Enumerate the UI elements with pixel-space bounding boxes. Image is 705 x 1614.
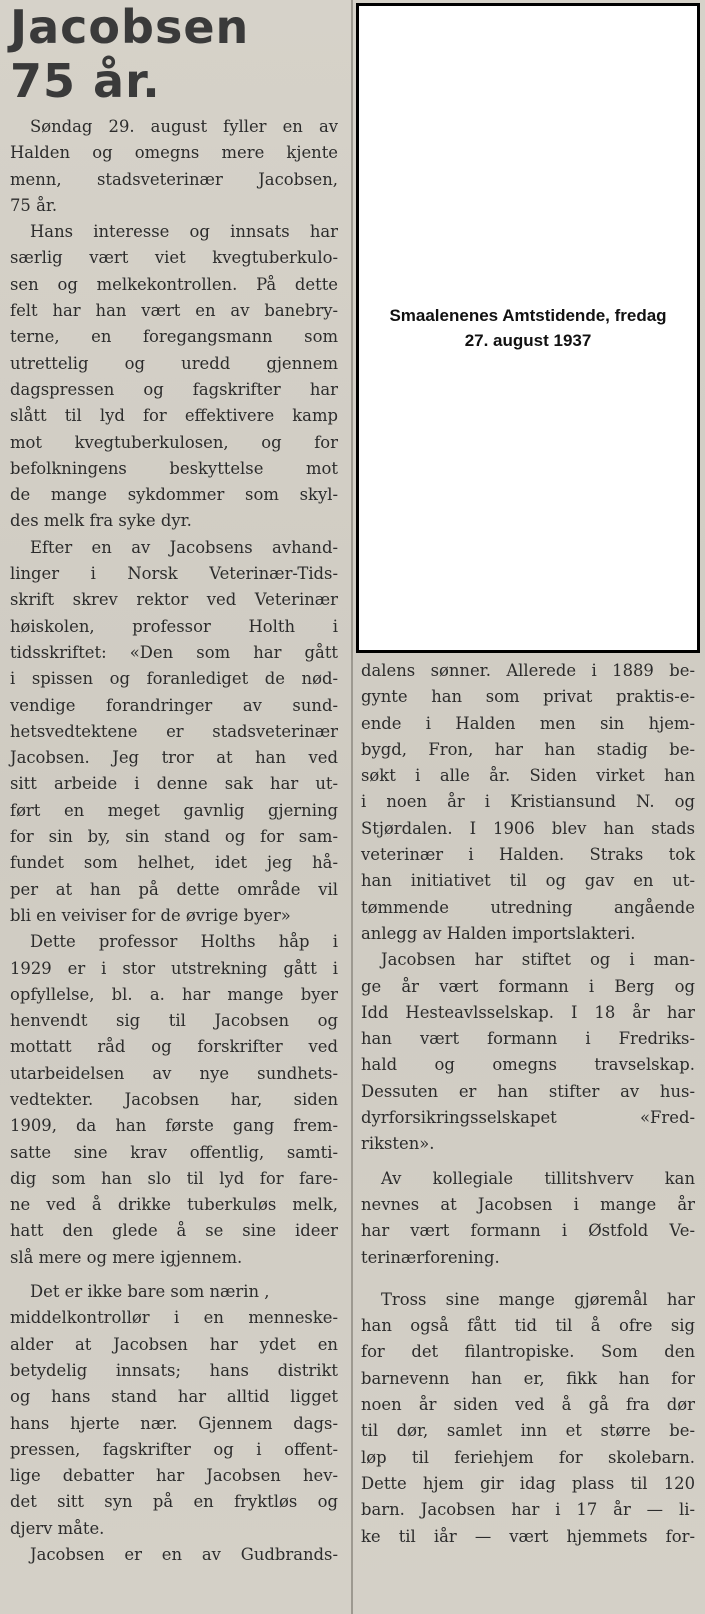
- text-line: Dette hjem gir idag plass til 120: [361, 1473, 695, 1493]
- text-line: bli en veiviser for de øvrige byer»: [10, 905, 291, 925]
- text-line: Dessuten er han stifter av hus-: [361, 1081, 695, 1101]
- text-line: Stjørdalen. I 1906 blev han stads: [361, 818, 695, 838]
- text-line: det sitt syn på en fryktløs og: [10, 1492, 338, 1512]
- text-line: gynte han som privat praktis-e-: [361, 687, 695, 707]
- text-line: hald og omegns travselskap.: [361, 1055, 695, 1075]
- text-line: dyrforsikringsselskapet «Fred-: [361, 1108, 695, 1128]
- text-line: han initiativet til og gav en ut-: [361, 871, 695, 891]
- text-line: bygd, Fron, har han stadig be-: [361, 739, 695, 759]
- text-line: befolkningens beskyttelse mot: [10, 458, 338, 478]
- text-line: opfyllelse, bl. a. har mange byer: [10, 984, 338, 1004]
- text-line: vendige forandringer av sund-: [10, 695, 338, 715]
- text-line: Jacobsen er en av Gudbrands-: [30, 1545, 338, 1565]
- text-line: vedtekter. Jacobsen har, siden: [10, 1089, 338, 1109]
- text-line: barnevenn han er, fikk han for: [361, 1368, 695, 1388]
- text-line: Søndag 29. august fyller en av: [30, 117, 338, 136]
- text-line: linger i Norsk Veterinær-Tids-: [10, 564, 338, 584]
- text-line: per at han på dette område vil: [10, 879, 338, 899]
- caption-text: [371, 303, 685, 353]
- text-line: i noen år i Kristiansund N. og: [361, 792, 695, 812]
- text-line: betydelig innsats; hans distrikt: [10, 1360, 338, 1380]
- text-line: har vært formann i Østfold Ve-: [361, 1221, 695, 1241]
- text-line: des melk fra syke dyr.: [10, 511, 192, 531]
- text-line: slått til lyd for effektivere kamp: [10, 406, 338, 426]
- text-line: Det er ikke bare som nærin ,: [30, 1282, 270, 1302]
- text-line: slå mere og mere igjennem.: [10, 1247, 243, 1267]
- text-line: fundet som helhet, idet jeg hå-: [10, 853, 338, 873]
- text-line: henvendt sig til Jacobsen og: [10, 1011, 338, 1031]
- headline-name: Jacobsen: [10, 0, 250, 54]
- article-column-right: [361, 658, 695, 1550]
- text-line: dig som han slo til lyd for fare-: [10, 1168, 338, 1188]
- text-line: de mange sykdommer som skyl-: [10, 485, 338, 505]
- text-line: nevnes at Jacobsen i mange år: [361, 1194, 695, 1214]
- caption-box: [356, 3, 700, 653]
- text-line: hatt den glede å se sine ideer: [10, 1221, 338, 1241]
- paragraph-gap: [361, 1279, 695, 1287]
- text-line: Idd Hesteavlsselskap. I 18 år har: [361, 1002, 695, 1022]
- text-line: Tross sine mange gjøremål har: [381, 1289, 695, 1309]
- text-line: særlig vært viet kvegtuberkulo-: [10, 248, 338, 268]
- text-line: løp til feriehjem for skolebarn.: [361, 1447, 695, 1467]
- caption-date: 27. august 1937: [464, 331, 592, 350]
- article-headline: [10, 0, 340, 108]
- text-line: mottatt råd og forskrifter ved: [10, 1037, 338, 1057]
- text-line: barn. Jacobsen har i 17 år — li-: [361, 1500, 695, 1520]
- text-line: høiskolen, professor Holth i: [10, 616, 338, 636]
- text-line: tidsskriftet: «Den som har gått: [10, 642, 338, 662]
- text-line: søkt i alle år. Siden virket han: [361, 766, 695, 786]
- text-line: pressen, fagskrifter og i offent-: [10, 1439, 338, 1459]
- text-line: han også fått tid til å ofre sig: [361, 1316, 695, 1336]
- text-line: utrettelig og uredd gjennem: [10, 353, 338, 373]
- text-line: Dette professor Holths håp i: [30, 932, 338, 952]
- text-line: ke til iår — vært hjemmets for-: [361, 1526, 695, 1546]
- text-line: djerv måte.: [10, 1518, 105, 1538]
- text-line: Jacobsen. Jeg tror at han ved: [10, 748, 338, 768]
- text-line: for sin by, sin stand og for sam-: [10, 827, 338, 847]
- article-column-left: [10, 114, 338, 1568]
- text-line: Av kollegiale tillitshverv kan: [381, 1168, 695, 1188]
- text-line: dalens sønner. Allerede i 1889 be-: [361, 661, 695, 680]
- text-line: riksten».: [361, 1134, 435, 1154]
- paragraph-gap: [361, 1158, 695, 1166]
- text-line: alder at Jacobsen har ydet en: [10, 1334, 338, 1354]
- text-line: 1909, da han første gang frem-: [10, 1116, 338, 1136]
- column-divider: [351, 0, 353, 1614]
- caption-source: Smaalenenes Amtstidende, fredag: [389, 306, 667, 325]
- text-line: ende i Halden men sin hjem-: [361, 713, 695, 733]
- text-line: hans hjerte nær. Gjennem dags-: [10, 1413, 338, 1433]
- text-line: middelkontrollør i en menneske-: [10, 1308, 338, 1328]
- text-line: ne ved å drikke tuberkuløs melk,: [10, 1195, 338, 1215]
- text-line: Jacobsen har stiftet og i man-: [381, 950, 695, 970]
- text-line: for det filantropiske. Som den: [361, 1342, 695, 1362]
- text-line: 1929 er i stor utstrekning gått i: [10, 958, 338, 978]
- text-line: og hans stand har alltid ligget: [10, 1387, 338, 1407]
- text-line: terne, en foregangsmann som: [10, 327, 338, 347]
- text-line: noen år siden ved å gå fra dør: [361, 1395, 695, 1415]
- text-line: anlegg av Halden importslakteri.: [361, 923, 636, 943]
- text-line: felt har han vært en av banebry-: [10, 301, 338, 321]
- text-line: hetsvedtektene er stadsveterinær: [10, 721, 338, 741]
- text-line: til dør, samlet inn et større be-: [361, 1421, 695, 1441]
- text-line: satte sine krav offentlig, samti-: [10, 1142, 338, 1162]
- paragraph-gap: [10, 1271, 338, 1279]
- text-line: Efter en av Jacobsens avhand-: [30, 537, 338, 557]
- text-line: menn, stadsveterinær Jacobsen,: [10, 169, 338, 189]
- text-line: ge år vært formann i Berg og: [361, 976, 695, 996]
- text-line: 75 år.: [10, 195, 58, 215]
- text-line: mot kvegtuberkulosen, og for: [10, 432, 338, 452]
- text-line: lige debatter har Jacobsen hev-: [10, 1466, 338, 1486]
- text-line: ført en meget gavnlig gjerning: [10, 800, 338, 820]
- text-line: terinærforening.: [361, 1247, 500, 1267]
- text-line: i spissen og foranlediget de nød-: [10, 669, 338, 689]
- text-line: sen og melkekontrollen. På dette: [10, 274, 338, 294]
- text-line: sitt arbeide i denne sak har ut-: [10, 774, 338, 794]
- headline-age: 75 år.: [10, 54, 161, 108]
- text-line: utarbeidelsen av nye sundhets-: [10, 1063, 338, 1083]
- text-line: tømmende utredning angående: [361, 897, 695, 917]
- text-line: veterinær i Halden. Straks tok: [361, 845, 695, 865]
- text-line: Hans interesse og innsats har: [30, 222, 338, 242]
- text-line: skrift skrev rektor ved Veterinær: [10, 590, 338, 610]
- text-line: han vært formann i Fredriks-: [361, 1029, 695, 1049]
- paragraph-gap: [361, 1271, 695, 1279]
- text-line: Halden og omegns mere kjente: [10, 143, 338, 163]
- text-line: dagspressen og fagskrifter har: [10, 379, 338, 399]
